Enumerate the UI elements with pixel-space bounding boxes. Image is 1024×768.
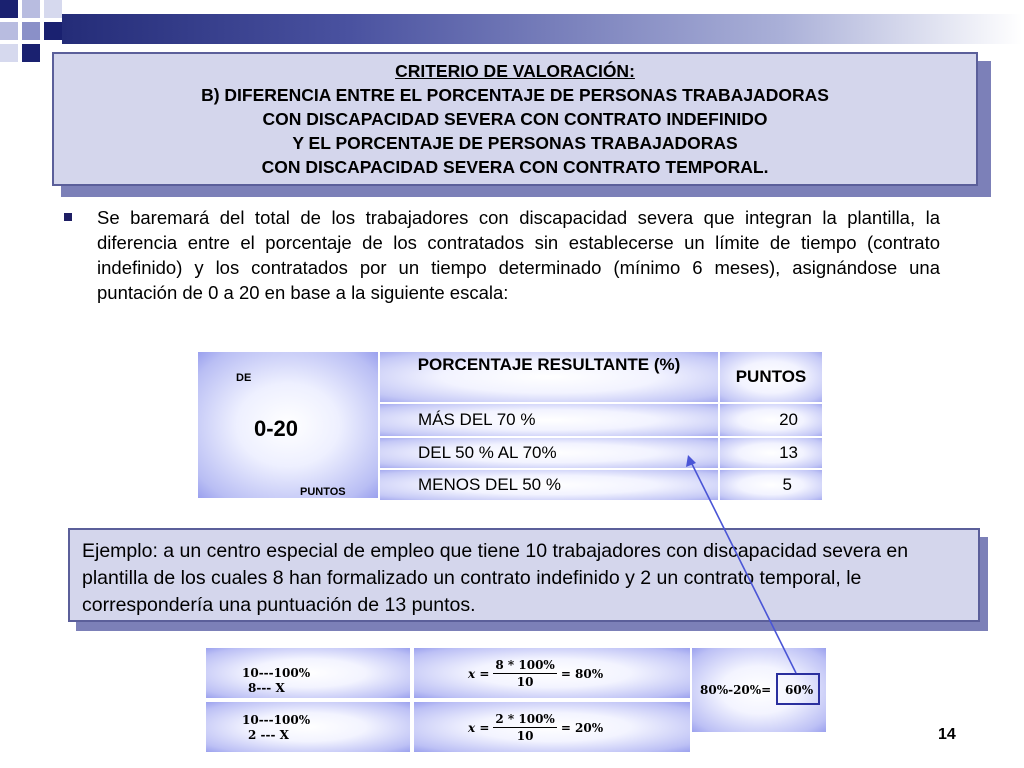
formula-numerator: 2 * 100%: [495, 712, 555, 726]
formula-result: = 80%: [560, 666, 604, 681]
row-points: 20: [779, 410, 798, 429]
row-range: MÁS DEL 70 %: [418, 410, 536, 429]
rule-line: 10---100%: [242, 713, 311, 727]
rule-line: 8--- X: [248, 681, 285, 695]
row-points: 5: [782, 475, 792, 494]
header-line: CON DISCAPACIDAD SEVERA CON CONTRATO INDEFINIDO: [262, 109, 768, 129]
formula-lhs: x =: [468, 666, 490, 681]
row-points: 13: [779, 443, 798, 462]
scale-header-points-label: PUNTOS: [735, 367, 807, 386]
formula-denominator: 10: [516, 729, 534, 743]
body-paragraph: Se baremará del total de los trabajadores con discapacidad severa que integran la plantilla, la diferencia entre el porcentaje de los contratados sin establecerse un límite de tiempo (contrato indefinido) y los contratados por un tiempo determinado (mínimo 6 meses), asignándose una puntación de 0 a 20 en base a la siguiente escala:: [97, 207, 940, 303]
formula-denominator: 10: [516, 675, 534, 689]
scale-header-percentage-label: PORCENTAJE RESULTANTE (%): [417, 355, 681, 374]
arrow-line: [690, 460, 796, 673]
scale-side-top: DE: [236, 372, 252, 384]
formula-result: = 20%: [560, 720, 604, 735]
scale-side-bottom: PUNTOS: [300, 486, 346, 498]
formula-lhs: x =: [468, 720, 490, 735]
header-line: CON DISCAPACIDAD SEVERA CON CONTRATO TEMPORAL.: [261, 157, 769, 177]
row-range: MENOS DEL 50 %: [418, 475, 561, 494]
page-number: 14: [938, 726, 956, 743]
rule-line: 10---100%: [242, 666, 311, 680]
row-range: DEL 50 % AL 70%: [418, 443, 557, 462]
header-line: B) DIFERENCIA ENTRE EL PORCENTAJE DE PERSONAS TRABAJADORAS: [201, 85, 829, 105]
scale-side-range: 0-20: [254, 416, 299, 441]
arrow-head: [686, 455, 696, 467]
formula-numerator: 8 * 100%: [495, 658, 555, 672]
header-line: CRITERIO DE VALORACIÓN:: [395, 61, 635, 81]
rule-line: 2 --- X: [248, 728, 289, 742]
difference-result: 60%: [785, 683, 814, 697]
difference-expression: 80%-20%=: [700, 683, 772, 697]
example-text: Ejemplo: a un centro especial de empleo que tiene 10 trabajadores con discapacidad severa en plantilla de los cuales 8 han formalizado un contrato indefinido y 2 un contrato temporal, le correspondería una puntuación de 13 puntos.: [82, 540, 909, 616]
header-line: Y EL PORCENTAJE DE PERSONAS TRABAJADORAS: [292, 133, 738, 153]
